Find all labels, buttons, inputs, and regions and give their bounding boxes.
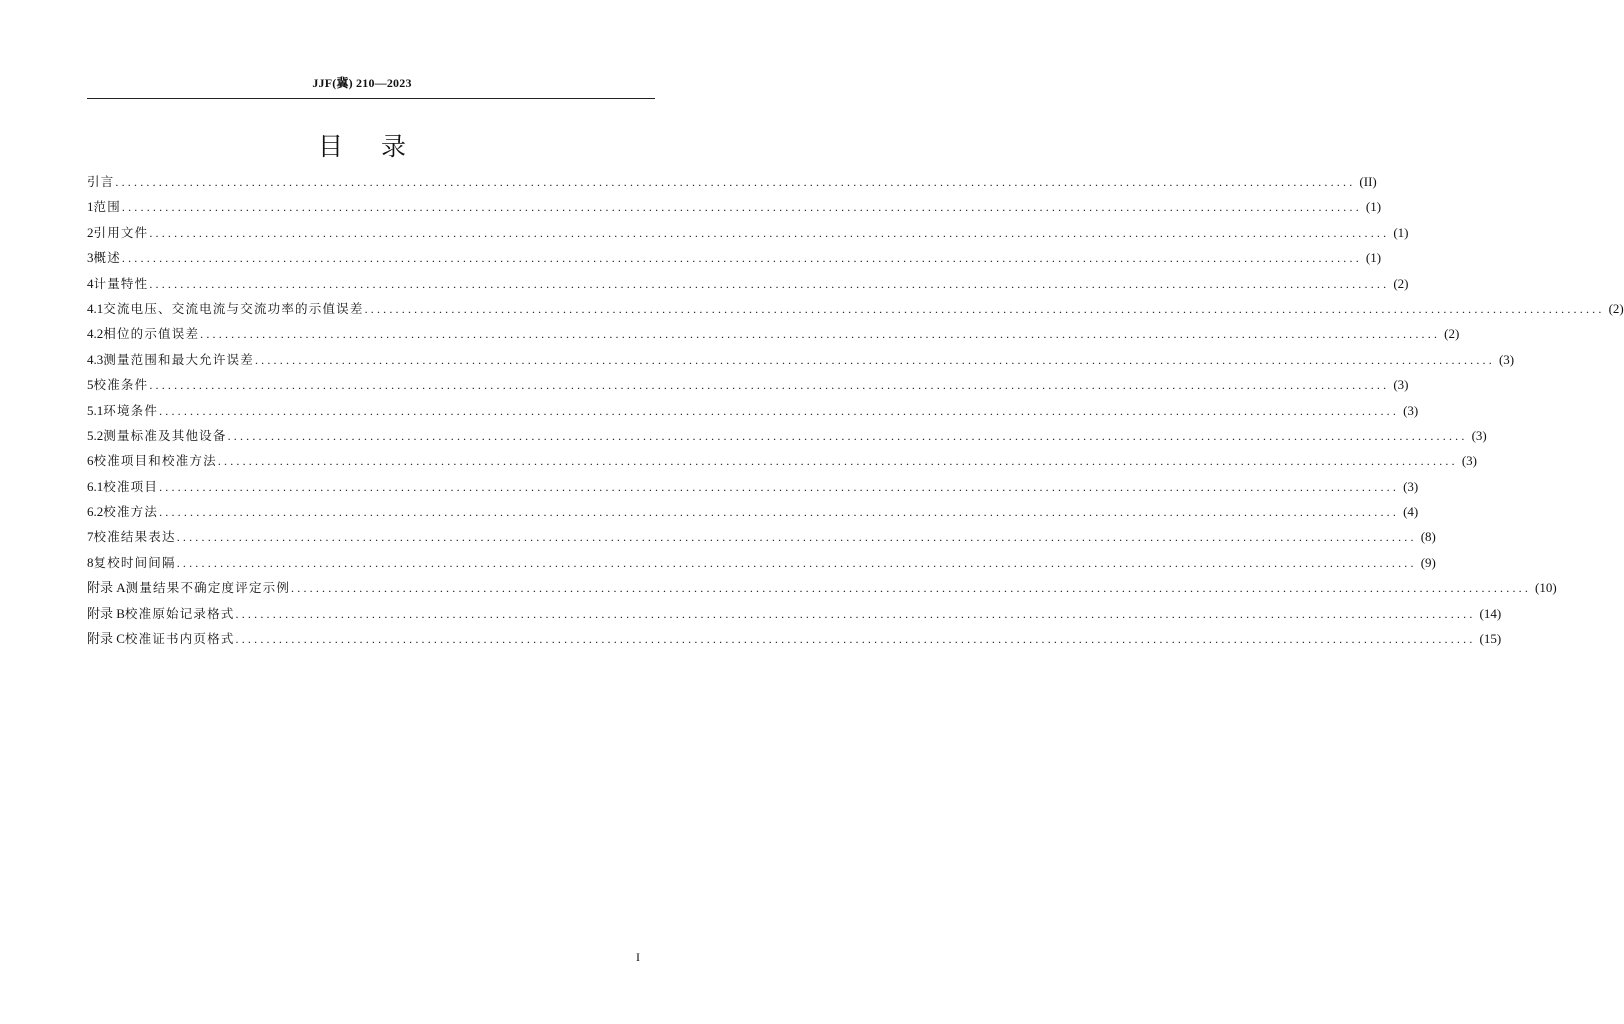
toc-entry-page: (2) (1608, 300, 1624, 316)
toc-entry-number: 3 (87, 250, 94, 266)
title-char-1: 目 (317, 132, 343, 161)
toc-entry-label: 交流电压、交流电流与交流功率的示值误差 (103, 300, 364, 316)
toc-entry-page: (II) (1359, 174, 1377, 189)
toc-entry[interactable] (87, 575, 1557, 600)
table-of-contents (87, 169, 1624, 651)
toc-entry-label: 校准项目和校准方法 (93, 453, 217, 469)
toc-entry-page: (3) (1403, 478, 1419, 494)
toc-dot-leader: ........................................................................................................................................................................................................ (364, 301, 1605, 316)
toc-entry[interactable] (87, 448, 1477, 473)
toc-dot-leader: ........................................................................................................................................................................................................ (235, 606, 1476, 621)
toc-dot-leader: ........................................................................................................................................................................................................ (291, 581, 1532, 596)
toc-entry-number: 4.1 (87, 300, 104, 316)
toc-dot-leader: ........................................................................................................................................................................................................ (159, 479, 1400, 494)
toc-entry-label: 测量结果不确定度评定示例 (125, 580, 291, 596)
toc-entry-label: 校准原始记录格式 (124, 605, 235, 621)
toc-dot-leader: ........................................................................................................................................................................................................ (227, 428, 1468, 443)
toc-entry[interactable] (87, 245, 1382, 270)
toc-entry-number: 4.3 (87, 351, 104, 367)
toc-entry-number: 4 (87, 275, 94, 291)
toc-entry-number: 7 (87, 529, 94, 545)
document-code-header: JJF(冀) 210—2023 (312, 76, 412, 90)
toc-entry-number: 6 (87, 453, 94, 469)
toc-entry[interactable] (87, 194, 1382, 219)
toc-entry-label: 引用文件 (93, 224, 149, 240)
toc-entry-label: 校准项目 (103, 478, 159, 494)
toc-entry[interactable] (87, 499, 1419, 524)
toc-entry[interactable] (87, 296, 1624, 321)
toc-entry-page: (14) (1479, 605, 1502, 621)
toc-entry-number: 5.1 (87, 402, 104, 418)
toc-entry-label: 引言 (87, 174, 115, 189)
toc-entry[interactable] (87, 169, 1377, 194)
toc-entry-page: (4) (1403, 504, 1419, 520)
toc-entry-page: (3) (1471, 427, 1487, 443)
toc-entry[interactable] (87, 372, 1409, 397)
page-number: I (636, 950, 640, 964)
toc-entry-page: (10) (1535, 580, 1557, 596)
toc-entry-page: (8) (1420, 529, 1436, 545)
toc-entry-number: 6.1 (87, 478, 104, 494)
toc-entry-number: 4.2 (87, 326, 104, 342)
toc-entry-page: (3) (1498, 351, 1515, 367)
toc-entry-label: 计量特性 (93, 275, 149, 291)
toc-entry[interactable] (87, 423, 1487, 448)
toc-entry-label: 校准方法 (103, 504, 159, 520)
toc-dot-leader: ........................................................................................................................................................................................................ (159, 403, 1400, 418)
toc-entry[interactable] (87, 220, 1409, 245)
toc-entry-label: 概述 (93, 250, 121, 266)
toc-dot-leader: ........................................................................................................................................................................................................ (115, 175, 1356, 189)
toc-entry-number: 2 (87, 224, 94, 240)
toc-entry-label: 校准结果表达 (93, 529, 176, 545)
toc-entry[interactable] (87, 524, 1436, 549)
header-divider (87, 98, 655, 99)
toc-dot-leader: ........................................................................................................................................................................................................ (254, 352, 1495, 367)
toc-entry-label: 测量标准及其他设备 (103, 427, 227, 443)
toc-dot-leader: ........................................................................................................................................................................................................ (176, 530, 1417, 545)
toc-entry[interactable] (87, 398, 1419, 423)
toc-entry[interactable] (87, 474, 1419, 499)
toc-entry-label: 范围 (93, 199, 121, 215)
toc-entry[interactable] (87, 321, 1460, 346)
toc-dot-leader: ........................................................................................................................................................................................................ (149, 225, 1390, 240)
toc-entry-number: 5.2 (87, 427, 104, 443)
toc-entry-label: 校准条件 (93, 377, 149, 393)
toc-entry-page: (3) (1393, 377, 1409, 393)
title-char-2: 录 (381, 132, 407, 161)
toc-entry-page: (2) (1444, 326, 1460, 342)
toc-entry-page: (1) (1365, 199, 1382, 215)
toc-entry-label: 相位的示值误差 (103, 326, 200, 342)
toc-entry-label: 复校时间间隔 (93, 554, 176, 570)
toc-dot-leader: ........................................................................................................................................................................................................ (200, 327, 1441, 342)
toc-dot-leader: ........................................................................................................................................................................................................ (121, 251, 1362, 266)
toc-entry-number: 附录 C (87, 631, 125, 647)
toc-dot-leader: ........................................................................................................................................................................................................ (217, 454, 1458, 469)
toc-entry-number: 附录 A (87, 580, 126, 596)
toc-entry-label: 校准证书内页格式 (124, 631, 235, 647)
toc-entry-page: (2) (1393, 275, 1409, 291)
toc-entry-page: (1) (1365, 250, 1382, 266)
toc-entry[interactable] (87, 347, 1515, 372)
toc-entry-number: 附录 B (87, 605, 125, 621)
toc-entry[interactable] (87, 550, 1436, 575)
toc-entry-number: 6.2 (87, 504, 104, 520)
toc-entry-number: 1 (87, 199, 94, 215)
toc-dot-leader: ........................................................................................................................................................................................................ (149, 378, 1390, 393)
toc-entry-number: 8 (87, 554, 94, 570)
toc-entry-page: (3) (1461, 453, 1477, 469)
toc-dot-leader: ........................................................................................................................................................................................................ (159, 505, 1400, 520)
toc-entry-number: 5 (87, 377, 94, 393)
toc-entry-page: (3) (1403, 402, 1419, 418)
toc-dot-leader: ........................................................................................................................................................................................................ (149, 276, 1390, 291)
toc-entry[interactable] (87, 626, 1502, 651)
toc-entry-label: 环境条件 (103, 402, 159, 418)
toc-dot-leader: ........................................................................................................................................................................................................ (235, 632, 1476, 647)
page-title (0, 127, 724, 163)
toc-entry[interactable] (87, 271, 1409, 296)
toc-entry-page: (15) (1479, 631, 1502, 647)
toc-dot-leader: ........................................................................................................................................................................................................ (121, 200, 1362, 215)
toc-entry-page: (1) (1393, 224, 1409, 240)
toc-dot-leader: ........................................................................................................................................................................................................ (176, 555, 1417, 570)
toc-entry-label: 测量范围和最大允许误差 (103, 351, 254, 367)
toc-entry-page: (9) (1420, 554, 1436, 570)
toc-entry[interactable] (87, 601, 1502, 626)
